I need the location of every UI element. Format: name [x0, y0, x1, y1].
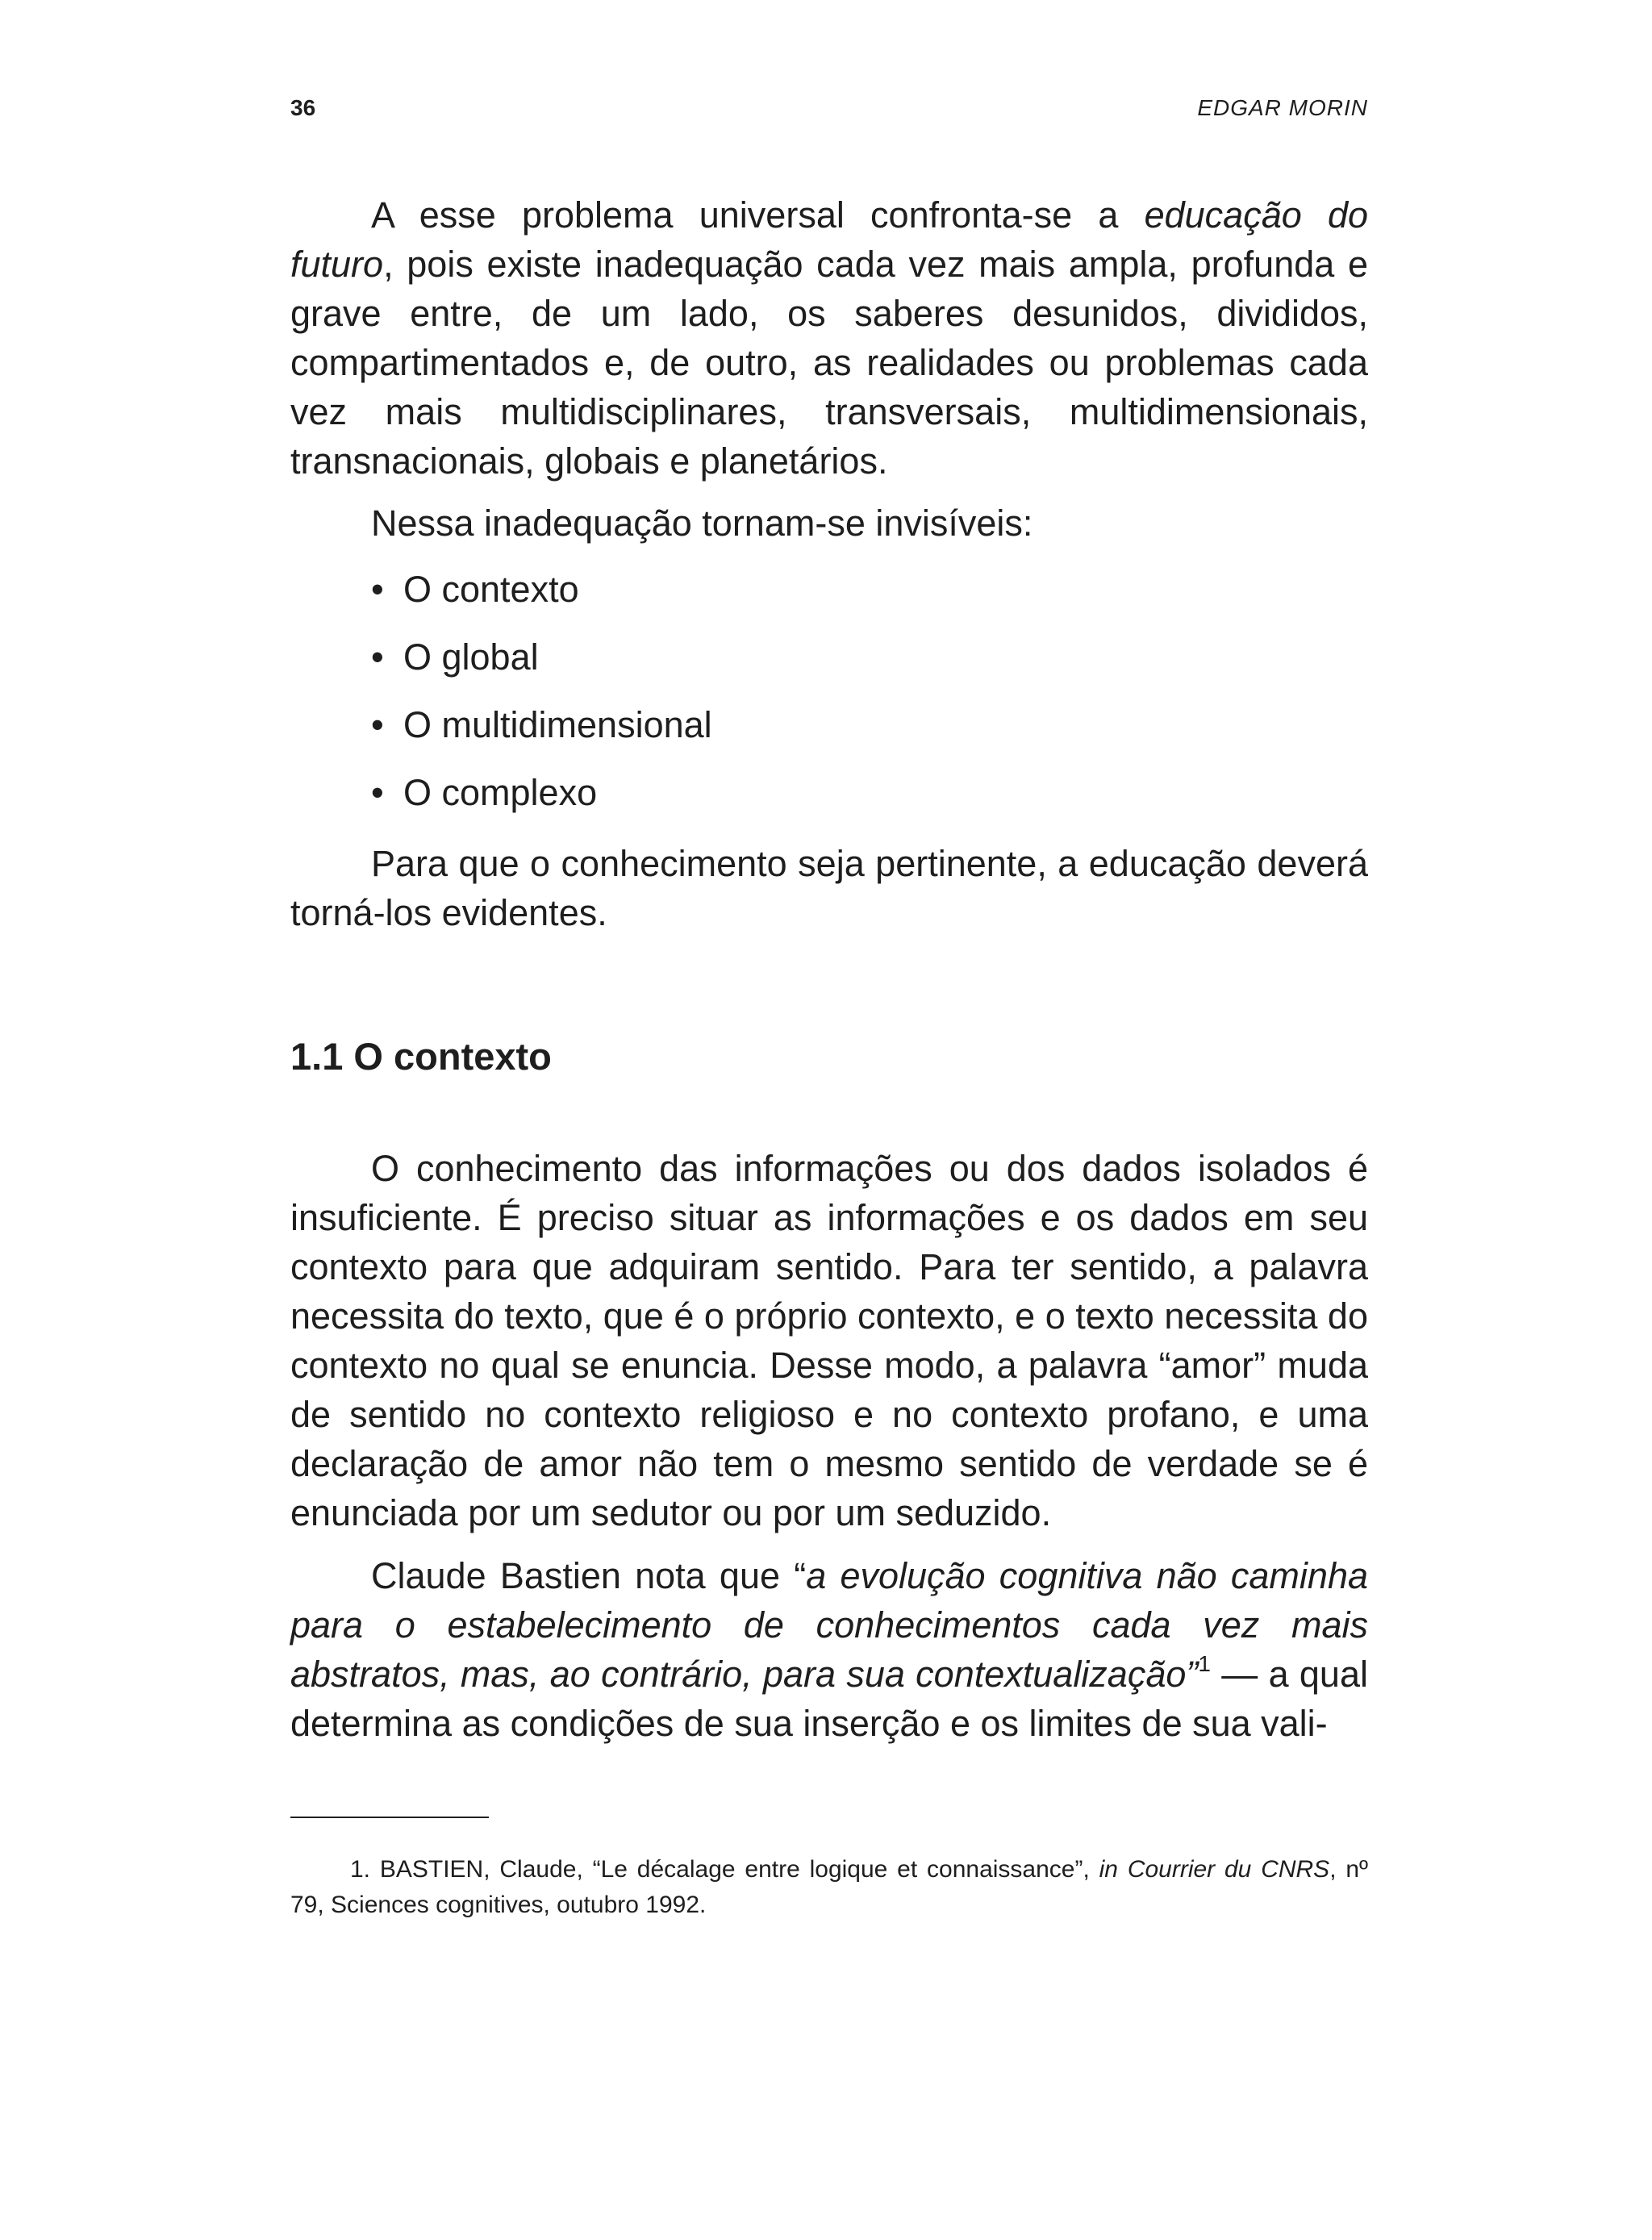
footnote-emphasis: in Courrier du CNRS	[1099, 1856, 1330, 1883]
paragraph-text: A esse problema universal confronta-se a	[371, 194, 1145, 236]
paragraph-text: — a qual determina as condições de sua inserção e os limites de sua vali-	[290, 1654, 1368, 1744]
footnote-text: BASTIEN, Claude, “Le décalage entre logique et connaissance”,	[370, 1856, 1099, 1883]
page-number: 36	[290, 95, 316, 120]
footnote-number: 1.	[350, 1856, 371, 1883]
section-heading: 1.1 O contexto	[290, 1035, 552, 1078]
paragraph-pertinence: Para que o conhecimento seja pertinente, a educação deverá torná-los evidentes.	[290, 843, 1368, 933]
list-item-label: O contexto	[403, 569, 579, 610]
quotation-close: ”	[1186, 1654, 1199, 1695]
paragraph-text: Claude Bastien nota que “	[371, 1555, 807, 1596]
running-header-author: EDGAR MORIN	[1197, 95, 1368, 120]
list-item	[371, 565, 1339, 632]
list-item-label: O multidimensional	[403, 704, 712, 745]
list-item	[371, 632, 1339, 700]
bullet-icon: •	[371, 772, 384, 813]
running-header	[290, 95, 1368, 127]
list-item-label: O complexo	[403, 772, 598, 813]
paragraph-bastien	[290, 1551, 1368, 1748]
footnote-reference[interactable]: 1	[1198, 1651, 1211, 1676]
paragraph-invisibles-intro: Nessa inadequação tornam-se invisíveis:	[371, 503, 1033, 544]
footnote-text: , nº 79, Sciences cognitives, outubro 1992.	[290, 1856, 1369, 1918]
quotation-text: a evolução cognitiva não caminha para o estabelecimento de conhecimentos cada vez mais abstratos, mas, ao contrário, para sua contextualização	[290, 1555, 1368, 1695]
bullet-list	[371, 565, 1339, 836]
bullet-icon: •	[371, 636, 384, 678]
footnote	[290, 1852, 1368, 1923]
bullet-icon: •	[371, 704, 384, 745]
list-item	[371, 700, 1339, 768]
paragraph-text: , pois existe inadequação cada vez mais ampla, profunda e grave entre, de um lado, os saberes desunidos, divididos, compartimentados e, de outro, as realidades ou problemas cada vez mais multidisciplinares, transversais, multidimensionais, transnacionais, globais e planetários.	[290, 244, 1368, 482]
paragraph-universal-problem	[290, 190, 1368, 486]
paragraph-context: O conhecimento das informações ou dos dados isolados é insuficiente. É preciso situar as informações e os dados em seu contexto para que adquiram sentido. Para ter sentido, a palavra necessita do texto, que é o próprio contexto, e o texto necessita do contexto no qual se enuncia. Desse modo, a palavra “amor” muda de sentido no contexto religioso e no contexto profano, e uma declaração de amor não tem o mesmo sentido de verdade se é enunciada por um sedutor ou por um seduzido.	[290, 1148, 1368, 1533]
footnote-divider	[290, 1817, 489, 1818]
list-item-label: O global	[403, 636, 539, 678]
bullet-icon: •	[371, 569, 384, 610]
emphasis-text: educação do futuro	[290, 194, 1368, 285]
list-item	[371, 768, 1339, 836]
